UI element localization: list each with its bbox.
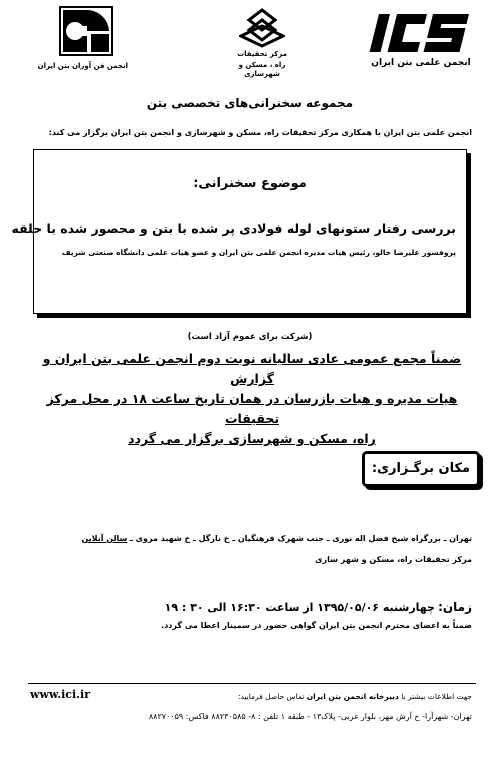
footer-info-prefix: جهت اطلاعات بیشتر با bbox=[401, 692, 472, 701]
assembly-line-2: هیات مدیره و هیات بازرسان در همان تاریخ ساعت ۱۸ در محل مرکز تحقیقات bbox=[46, 391, 458, 426]
footer-address: تهران- شهرآرا- خ آرش مهر، بلوار غربی- پلاک۱۳ - طبقه ۱ تلفن : ۸- ۸۸۲۳۰۵۸۵ فاکس: ۸۸۲۷۰۰۵۹ bbox=[148, 712, 472, 721]
time-value: چهارشنبه ۱۳۹۵/۰۵/۰۶ از ساعت ۱۶:۳۰ الی ۳۰ : ۱۹ bbox=[164, 601, 435, 614]
left-logo-caption: انجمن فن آوران بتن ایران bbox=[37, 62, 128, 70]
right-logo-caption: انجمن علمی بتن ایران bbox=[371, 58, 471, 68]
assembly-line-1: ضمناً مجمع عمومی عادی سالیانه نوبت دوم انجمن علمی بتن ایران و گزارش bbox=[42, 351, 462, 386]
general-assembly-notice bbox=[30, 349, 474, 449]
footer-divider bbox=[28, 683, 476, 684]
footer-secretariat: دبیرخانه انجمن بتن ایران bbox=[306, 692, 399, 701]
topic-title: بررسی رفتار ستونهای لوله فولادی پر شده با بتن و محصور شده با حلقه bbox=[11, 221, 456, 236]
middle-logo-caption-2: راه ، مسکن و شهرسازی bbox=[238, 61, 286, 78]
open-to-public-note: (شرکت برای عموم آزاد است) bbox=[187, 332, 313, 342]
iranian-concrete-institute-logo bbox=[366, 10, 476, 68]
road-housing-research-center-logo bbox=[222, 8, 302, 79]
speaker-line: پروفسور علیرضا خالو، رئیس هیات مدیره انجمن علمی بتن ایران و عضو هیات علمی دانشگاه صنعتی شریف bbox=[61, 248, 456, 257]
venue-address-part-1: تهران ـ بزرگراه شیخ فضل اله نوری ـ جنب شهرک فرهنگیان ـ خ نارگل ـ خ شهید مروی ـ bbox=[130, 534, 472, 543]
event-time bbox=[12, 600, 472, 614]
topic-label: موضوع سخنرانی: bbox=[193, 176, 307, 191]
venue-hall-name: سالن آنلاین bbox=[81, 534, 128, 543]
venue-address-line-1 bbox=[12, 534, 472, 543]
ict-logo-icon bbox=[59, 6, 113, 56]
time-label: زمان: bbox=[438, 600, 472, 614]
bhrc-logo-icon bbox=[239, 8, 285, 48]
website-link[interactable]: www.ici.ir bbox=[30, 688, 90, 701]
ics-logo-text: ics bbox=[366, 10, 368, 11]
certificate-note: ضمناً به اعضای محترم انجمن بتن ایران گواهی حضور در سمینار اعطا می گردد. bbox=[161, 621, 472, 630]
ics-logo-icon bbox=[366, 10, 474, 56]
footer-info-suffix: تماس حاصل فرمایید: bbox=[237, 692, 305, 701]
intro-line: انجمن علمی بتن ایران با همکاری مرکز تحقیقات راه، مسکن و شهرسازی و انجمن بتن ایران برگزار می کند: bbox=[48, 128, 472, 137]
venue-address-line-2: مرکز تحقیقات راه، مسکن و شهر سازی bbox=[315, 555, 472, 564]
assembly-line-3: راه، مسکن و شهرسازی برگزار می گردد bbox=[128, 431, 376, 446]
series-title: مجموعه سخنرانی‌های تخصصی بتن bbox=[146, 96, 354, 110]
footer-contact-info bbox=[132, 692, 472, 701]
topic-box bbox=[11, 149, 467, 314]
concrete-technologists-logo bbox=[37, 6, 128, 70]
venue-label-box: مکان برگـزاری: bbox=[362, 451, 480, 487]
middle-logo-caption-1: مرکز تحقیقات bbox=[237, 50, 287, 58]
